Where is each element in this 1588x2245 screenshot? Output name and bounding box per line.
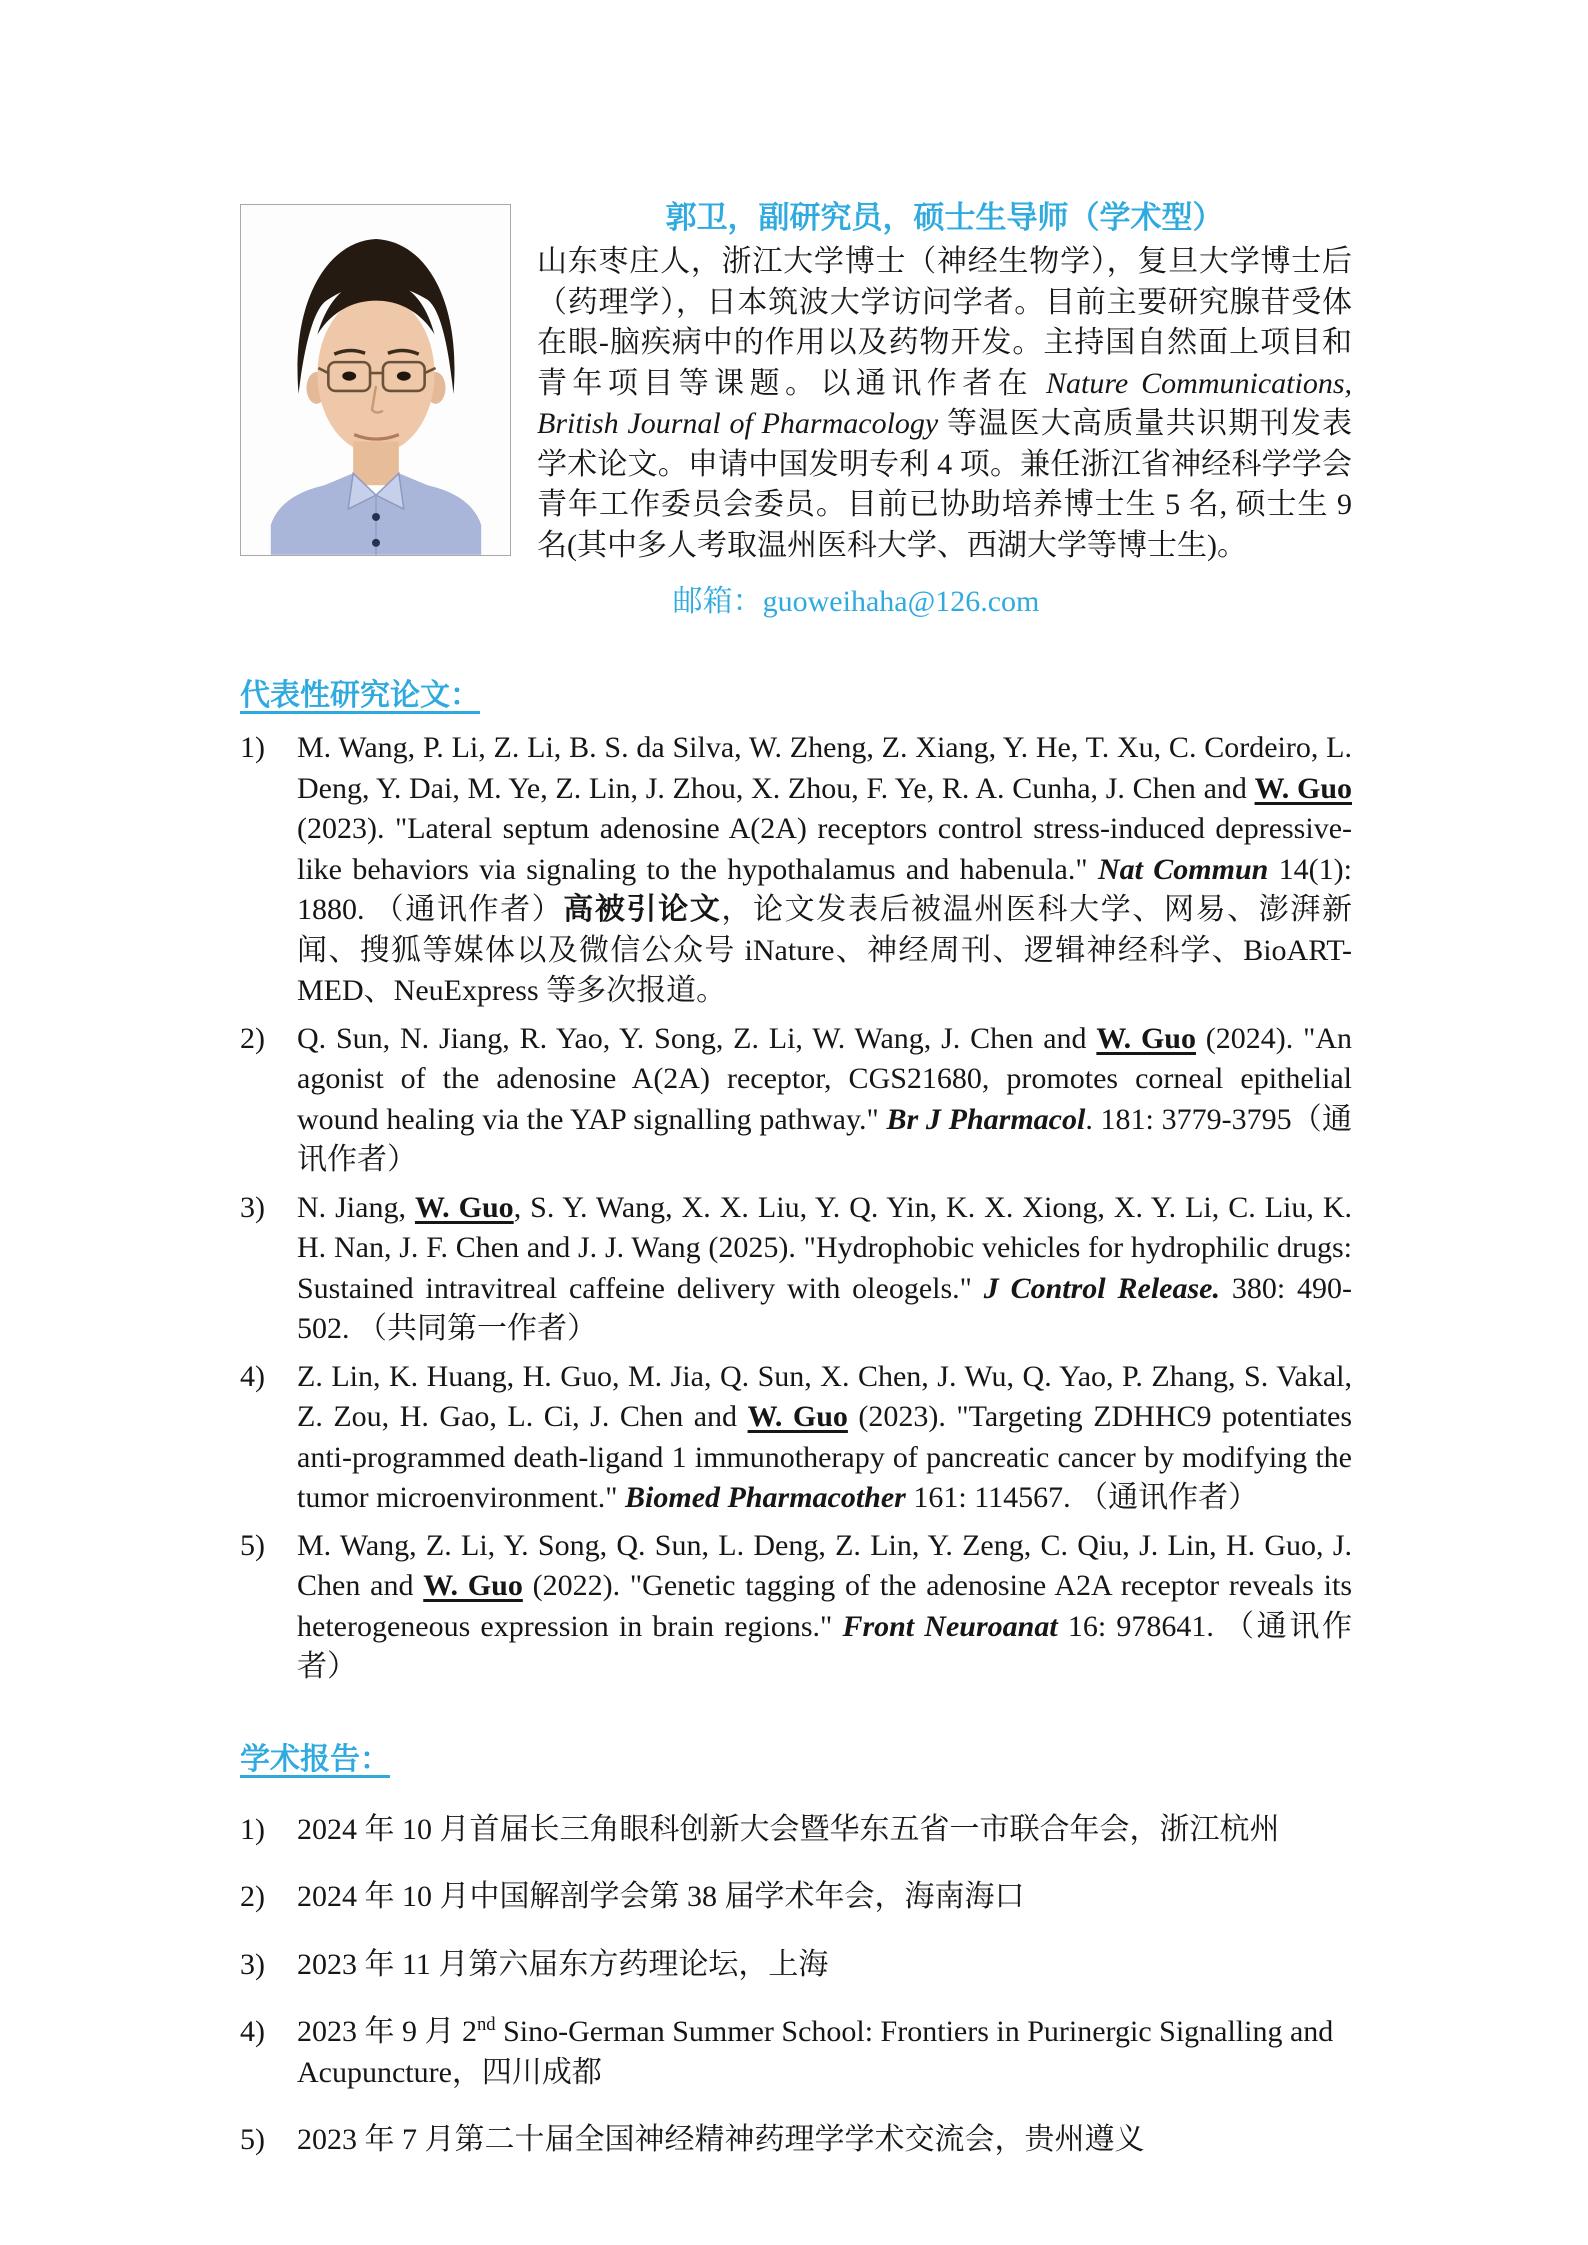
publication-text: M. Wang, P. Li, Z. Li, B. S. da Silva, W. Zheng, Z. Xiang, Y. He, T. Xu, C. Cordeiro, L. Deng, Y. Dai, M. Ye, Z. Lin, J. Zhou, X. Zhou, F. Ye, R. A. Cunha, J. Chen and W. Guo (2023). "Lateral septum adenosine A(2A) receptors control stress-induced depressive-like behaviors via signaling to the hypothalamus and habenula." Nat Commun 14(1): 1880. （通讯作者）高被引论文，论文发表后被温州医科大学、网易、澎湃新闻、搜狐等媒体以及微信公众号 iNature、神经周刊、逻辑神经科学、BioART-MED、NeuExpress 等多次报道。 [297, 731, 1353, 1007]
publication-item [240, 1357, 1352, 1519]
report-text: 2023 年 9 月 2nd Sino-German Summer School: Frontiers in Purinergic Signalling and Acupuncture，四川成都 [297, 2014, 1334, 2089]
header-block [240, 196, 1352, 566]
publication-item [240, 1019, 1352, 1181]
report-item [240, 2120, 1352, 2161]
reports-list [240, 1810, 1352, 2161]
report-item [240, 1945, 1352, 1986]
report-text: 2023 年 11 月第六届东方药理论坛，上海 [297, 1947, 829, 1981]
publication-item [240, 728, 1352, 1012]
publication-item [240, 1188, 1352, 1350]
publication-number: 5) [240, 1528, 265, 1562]
page-content [240, 196, 1352, 2188]
report-number: 1) [240, 1812, 265, 1846]
publication-text: N. Jiang, W. Guo, S. Y. Wang, X. X. Liu, Y. Q. Yin, K. X. Xiong, X. Y. Li, C. Liu, K. H. Nan, J. F. Chen and J. J. Wang (2025). "Hydrophobic vehicles for hydrophilic drugs: Sustained intravitreal caffeine delivery with oleogels." J Control Release. 380: 490-502. （共同第一作者） [297, 1190, 1352, 1345]
publication-text: Z. Lin, K. Huang, H. Guo, M. Jia, Q. Sun, X. Chen, J. Wu, Q. Yao, P. Zhang, S. Vakal, Z. Zou, H. Gao, L. Ci, J. Chen and W. Guo (2023). "Targeting ZDHHC9 potentiates anti-programmed death-ligand 1 immunotherapy of pancreatic cancer by modifying the tumor microenvironment." Biomed Pharmacother 161: 114567. （通讯作者） [297, 1359, 1353, 1514]
report-number: 5) [240, 2123, 265, 2156]
report-text: 2024 年 10 月中国解剖学会第 38 届学术年会，海南海口 [297, 1880, 1025, 1913]
profile-photo [240, 204, 511, 556]
person-title: 郭卫，副研究员，硕士生导师（学术型） [665, 200, 1224, 235]
email-address: guoweihaha@126.com [762, 585, 1040, 618]
report-item [240, 1877, 1352, 1918]
report-item [240, 2012, 1352, 2093]
report-number: 3) [240, 1947, 265, 1981]
email-line [240, 582, 1352, 622]
bio-paragraph: 山东枣庄人，浙江大学博士（神经生物学），复旦大学博士后（药理学），日本筑波大学访问学者。目前主要研究腺苷受体在眼-脑疾病中的作用以及药物开发。主持国自然面上项目和青年项目等课题。以通讯作者在 Nature Communications, British Journal of Pharmacology 等温医大高质量共识期刊发表学术论文。申请中国发明专利 4 项。兼任浙江省神经科学学会青年工作委员会委员。目前已协助培养博士生 5 名, 硕士生 9 名(其中多人考取温州医科大学、西湖大学等博士生)。 [537, 245, 1353, 562]
publication-number: 2) [240, 1021, 265, 1055]
publication-number: 3) [240, 1190, 265, 1224]
report-item [240, 1810, 1352, 1851]
portrait-illustration [241, 205, 510, 555]
reports-heading: 学术报告： [240, 1742, 390, 1776]
publication-number: 4) [240, 1359, 265, 1393]
report-text: 2024 年 10 月首届长三角眼科创新大会暨华东五省一市联合年会，浙江杭州 [297, 1812, 1280, 1846]
report-text: 2023 年 7 月第二十届全国神经精神药理学学术交流会，贵州遵义 [297, 2123, 1145, 2156]
publications-list [240, 728, 1352, 1688]
intro-column [537, 196, 1352, 566]
report-number: 2) [240, 1880, 265, 1913]
publication-text: Q. Sun, N. Jiang, R. Yao, Y. Song, Z. Li, W. Wang, J. Chen and W. Guo (2024). "An agonist of the adenosine A(2A) receptor, CGS21680, promotes corneal epithelial wound healing via the YAP signalling pathway." Br J Pharmacol. 181: 3779-3795（通讯作者） [297, 1021, 1353, 1176]
publications-heading: 代表性研究论文： [240, 679, 480, 712]
publication-text: M. Wang, Z. Li, Y. Song, Q. Sun, L. Deng, Z. Lin, Y. Zeng, C. Qiu, J. Lin, H. Guo, J. Chen and W. Guo (2022). "Genetic tagging of the adenosine A2A receptor reveals its heterogeneous expression in brain regions." Front Neuroanat 16: 978641. （通讯作者） [297, 1528, 1353, 1683]
publication-item [240, 1526, 1352, 1688]
publication-number: 1) [240, 731, 265, 764]
report-number: 4) [240, 2015, 265, 2048]
email-label: 邮箱： [672, 585, 763, 618]
